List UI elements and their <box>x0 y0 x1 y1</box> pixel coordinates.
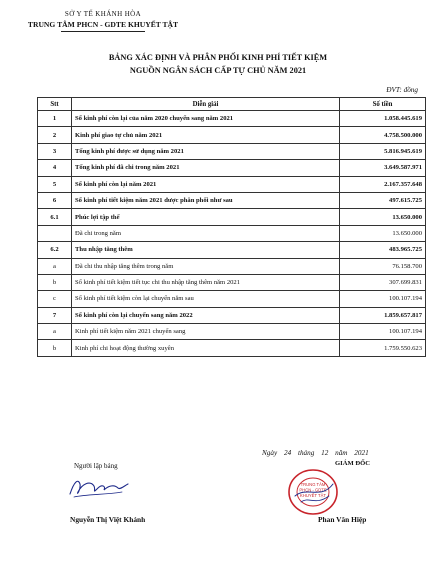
cell-stt: 6.1 <box>38 209 72 225</box>
cell-stt: c <box>38 291 72 307</box>
table-header-row <box>38 98 426 111</box>
table-row <box>38 307 426 323</box>
cell-stt: 1 <box>38 111 72 127</box>
cell-amount: 13.650.000 <box>340 225 426 241</box>
cell-stt: 2 <box>38 127 72 143</box>
date-year: 2021 <box>354 449 369 457</box>
cell-stt <box>38 225 72 241</box>
cell-amount: 1.759.550.623 <box>340 340 426 356</box>
unit-label: ĐVT: đồng <box>386 86 418 94</box>
cell-stt: 6 <box>38 192 72 208</box>
cell-amount: 3.649.587.971 <box>340 160 426 176</box>
table-row <box>38 258 426 274</box>
date-month-word: tháng <box>297 449 315 457</box>
cell-amount: 1.058.445.619 <box>340 111 426 127</box>
cell-amount: 4.758.500.000 <box>340 127 426 143</box>
date-line <box>262 449 374 457</box>
table-row <box>38 176 426 192</box>
cell-stt: 5 <box>38 176 72 192</box>
official-seal-icon <box>285 466 341 518</box>
table-row <box>38 192 426 208</box>
date-day: 24 <box>283 449 292 457</box>
svg-text:PHCN - GDTE: PHCN - GDTE <box>299 487 327 493</box>
preparer-name: Nguyễn Thị Việt Khánh <box>70 515 146 524</box>
table-body <box>38 111 426 357</box>
cell-description: Kinh phí tiết kiệm năm 2021 chuyển sang <box>72 324 340 340</box>
header-description: Diễn giải <box>72 98 340 111</box>
cell-amount: 483.965.725 <box>340 242 426 258</box>
cell-stt: b <box>38 340 72 356</box>
cell-stt: 7 <box>38 307 72 323</box>
preparer-title: Người lập bảng <box>74 462 118 470</box>
cell-amount: 5.816.945.619 <box>340 143 426 159</box>
table-row <box>38 324 426 340</box>
table-row <box>38 242 426 258</box>
cell-description: Đã chi trong năm <box>72 225 340 241</box>
cell-description: Kinh phí chi hoạt động thường xuyên <box>72 340 340 356</box>
cell-amount: 307.699.831 <box>340 274 426 290</box>
cell-description: Số kinh phí tiết kiệm tiết tục chi thu nhập tăng thêm năm 2021 <box>72 274 340 290</box>
table-row <box>38 127 426 143</box>
svg-text:TRUNG TÂM: TRUNG TÂM <box>300 482 326 487</box>
header-underline <box>61 31 145 32</box>
cell-amount: 76.158.700 <box>340 258 426 274</box>
cell-stt: 6.2 <box>38 242 72 258</box>
svg-text:KHUYẾT TẬT: KHUYẾT TẬT <box>300 493 326 498</box>
cell-description: Số kinh phí tiết kiệm năm 2021 được phân phối như sau <box>72 192 340 208</box>
table-row <box>38 225 426 241</box>
cell-stt: b <box>38 274 72 290</box>
header-amount: Số tiền <box>340 98 426 111</box>
cell-description: Số kinh phí còn lại năm 2021 <box>72 176 340 192</box>
document-subtitle: NGUỒN NGÂN SÁCH CẤP TỰ CHỦ NĂM 2021 <box>129 66 307 75</box>
budget-table <box>37 97 426 357</box>
cell-stt: a <box>38 258 72 274</box>
cell-description: Tổng kinh phí được sử dụng năm 2021 <box>72 143 340 159</box>
director-title: GIÁM ĐỐC <box>335 460 370 467</box>
cell-description: Thu nhập tăng thêm <box>72 242 340 258</box>
parent-agency: SỞ Y TẾ KHÁNH HÒA <box>64 10 142 18</box>
date-day-word: Ngày <box>262 449 278 457</box>
table-row <box>38 340 426 356</box>
table-row <box>38 209 426 225</box>
cell-amount: 497.615.725 <box>340 192 426 208</box>
cell-description: Kinh phí giao tự chủ năm 2021 <box>72 127 340 143</box>
cell-stt: 4 <box>38 160 72 176</box>
organization-name: TRUNG TÂM PHCN - GDTE KHUYẾT TẬT <box>27 20 179 29</box>
header-stt: Stt <box>38 98 72 111</box>
cell-description: Đã chi thu nhập tăng thêm trong năm <box>72 258 340 274</box>
cell-description: Số kinh phí còn lại của năm 2020 chuyển sang năm 2021 <box>72 111 340 127</box>
cell-description: Tổng kinh phí đã chi trong năm 2021 <box>72 160 340 176</box>
cell-amount: 13.650.000 <box>340 209 426 225</box>
cell-amount: 1.859.657.817 <box>340 307 426 323</box>
cell-amount: 100.107.194 <box>340 324 426 340</box>
cell-stt: a <box>38 324 72 340</box>
document-title: BẢNG XÁC ĐỊNH VÀ PHÂN PHỐI KINH PHÍ TIẾT KIỆM <box>108 53 328 62</box>
director-name: Phan Văn Hiệp <box>318 515 367 524</box>
cell-amount: 100.107.194 <box>340 291 426 307</box>
cell-description: Số kinh phí tiết kiệm còn lại chuyển năm sau <box>72 291 340 307</box>
table-row <box>38 111 426 127</box>
cell-description: Số kinh phí còn lại chuyển sang năm 2022 <box>72 307 340 323</box>
table-row <box>38 274 426 290</box>
cell-stt: 3 <box>38 143 72 159</box>
table-row <box>38 143 426 159</box>
cell-description: Phúc lợi tập thể <box>72 209 340 225</box>
cell-amount: 2.167.357.648 <box>340 176 426 192</box>
date-month: 12 <box>321 449 329 457</box>
handwritten-signature-icon <box>64 474 134 500</box>
date-year-word: năm <box>335 449 348 457</box>
table-row <box>38 160 426 176</box>
table-row <box>38 291 426 307</box>
organization-header <box>0 10 206 32</box>
